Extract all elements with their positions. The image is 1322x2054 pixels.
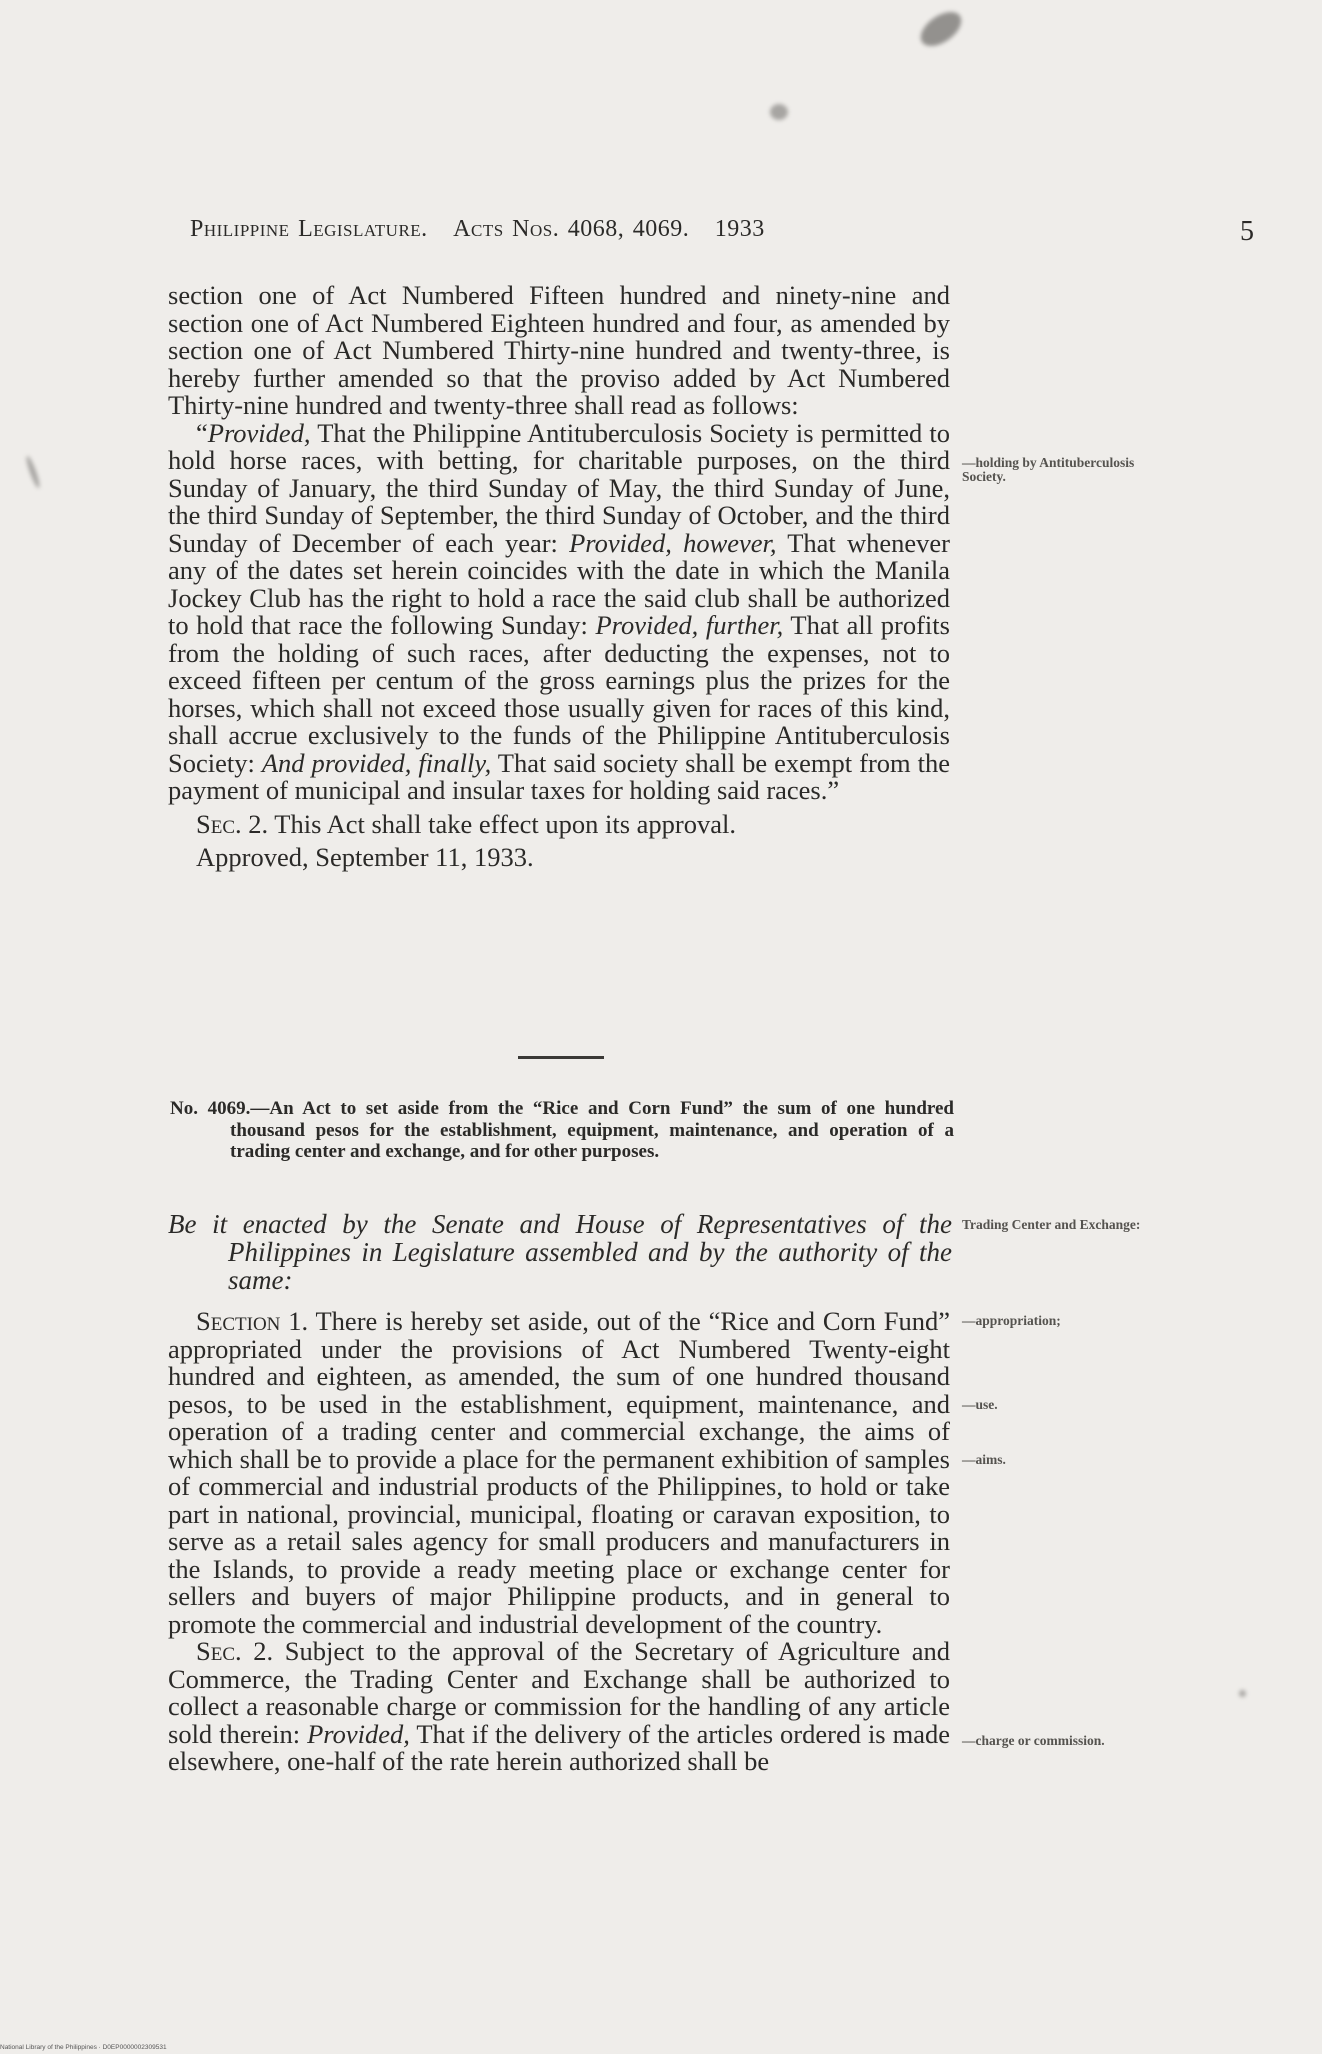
italic-text: Provided,: [207, 417, 311, 448]
text: That all profits from the holding of such races, after deducting the expenses, not to exceed fifteen per centum of the gross earnings plus the prizes for the horses, which shall not exceed those usually given for races of this kind, shall accrue exclusively to the funds of the Philippine Antituberculosis Society:: [168, 610, 950, 778]
ink-smudge: [915, 5, 968, 53]
header-acts: Acts Nos. 4068, 4069.: [453, 216, 690, 242]
quote-mark: “: [196, 417, 208, 448]
section-1: [168, 1308, 950, 1638]
section-2: [168, 1638, 950, 1776]
enacting-clause: Be it enacted by the Senate and House of Representatives of the Philippines in Legislature assembled and by the authority of the same:: [168, 1209, 952, 1295]
text: That said society shall be exempt from the payment of municipal and insular taxes for holding said races.”: [168, 747, 951, 805]
section-label: Section 1.: [196, 1306, 309, 1336]
text: That whenever any of the dates set herein coincides with the date in which the Manila Jockey Club has the right to hold a race the said club shall be authorized to hold that race the following Sunday:: [168, 527, 950, 640]
margin-note-charge: —charge or commission.: [962, 1733, 1105, 1748]
act-title: No. 4069.—An Act to set aside from the “Rice and Corn Fund” the sum of one hundred thousand pesos for the establishment, equipment, maintenance, and operation of a trading center and exchange, and for other purposes.: [170, 1098, 954, 1162]
ink-smudge: [1239, 1690, 1246, 1697]
page-number: 5: [1240, 216, 1254, 247]
text: That the Philippine Antituberculosis Society is permitted to hold horse races, with betting, for charitable purposes, on the third Sunday of January, the third Sunday of May, the third Sunday of June, the third Sunday of September, the third Sunday of October, and the third Sunday of December of each year:: [168, 417, 950, 558]
italic-text: Provided, further,: [595, 610, 784, 640]
margin-note-use: —use.: [962, 1397, 998, 1412]
text: Subject to the approval of the Secretary of Agriculture and Commerce, the Trading Center and Exchange shall be authorized to collect a reasonable charge or commission for the handling of any article sold therein:: [168, 1636, 950, 1749]
italic-text: And provided, finally,: [261, 747, 492, 778]
section-divider: [518, 1056, 604, 1059]
section-label: Sec. 2.: [196, 808, 269, 839]
text: This Act shall take effect upon its approval.: [268, 808, 736, 839]
act-4069-title: [170, 1098, 954, 1163]
margin-note-holding: —holding by Antituberculosis Society.: [962, 455, 1135, 484]
act-4068-continuation: [168, 282, 950, 872]
approval-line: Approved, September 11, 1933.: [196, 842, 534, 872]
header-legislature: Philippine Legislature.: [190, 216, 428, 242]
proviso-paragraph: [168, 417, 951, 805]
margin-note-trading: Trading Center and Exchange:: [962, 1217, 1141, 1232]
section-label: Sec. 2.: [196, 1636, 274, 1666]
text: There is hereby set aside, out of the “Rice and Corn Fund” appropriated under the provisions of Act Numbered Twenty-eight hundred and eighteen, as amended, the sum of one hundred thousand pesos, to be used in the establishment, equipment, maintenance, and operation of a trading center and commercial exchange, the aims of which shall be to provide a place for the permanent exhibition of samples of commercial and industrial products of the Philippines, to hold or take part in national, provincial, municipal, floating or caravan exposition, to serve as a retail sales agency for small producers and manufacturers in the Islands, to provide a ready meeting place or exchange center for sellers and buyers of major Philippine products, and in general to promote the commercial and industrial development of the country.: [168, 1306, 950, 1639]
margin-note-aims: —aims.: [962, 1452, 1006, 1467]
text: That if the delivery of the articles ordered is made elsewhere, one-half of the rate herein authorized shall be: [168, 1718, 950, 1776]
margin-note-appropriation: —appropriation;: [962, 1313, 1061, 1328]
paragraph: section one of Act Numbered Fifteen hundred and ninety-nine and section one of Act Numbered Eighteen hundred and four, as amended by section one of Act Numbered Thirty-nine hundred and twenty-three, is hereby further amended so that the proviso added by Act Numbered Thirty-nine hundred and twenty-three shall read as follows:: [168, 280, 950, 420]
running-header: [190, 216, 950, 243]
italic-text: Provided, however,: [569, 527, 777, 558]
scan-footer: National Library of the Philippines · D0EP0000002309531: [0, 2044, 167, 2051]
act-4069-body: [168, 1308, 950, 1776]
ink-smudge: [770, 104, 788, 120]
ink-smudge: [24, 455, 41, 489]
section-2: [168, 808, 950, 839]
italic-text: Provided,: [307, 1718, 410, 1749]
header-year: 1933: [714, 216, 765, 242]
